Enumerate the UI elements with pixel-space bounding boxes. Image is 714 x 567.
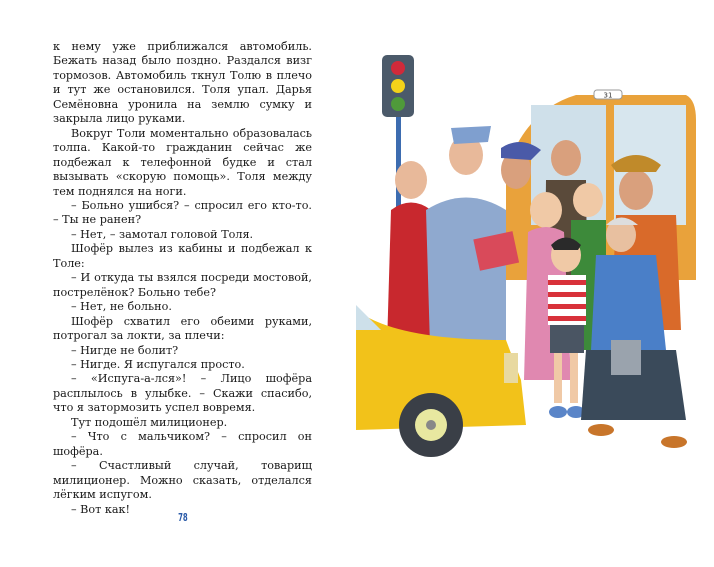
story-text [53, 40, 312, 517]
paragraph: – Нигде не болит? [71, 343, 179, 357]
paragraph: – Что с мальчиком? – спросил он шофёра. [53, 430, 312, 458]
paragraph: Вокруг Толи моментально образовалась толпа. Какой-то гражданин сейчас же подбежал к телефонной будке и стал вызывать «скорую помощь». Толя между тем поднялся на ноги. [53, 126, 312, 198]
paragraph: – И откуда ты взялся посреди мостовой, пострелёнок? Больно тебе? [53, 271, 312, 299]
paragraph: Тут подошёл милиционер. [71, 415, 228, 429]
paragraph: Шофёр схватил его обеими руками, потрогал за локти, за плечи: [53, 314, 312, 343]
paragraph: – «Испуга-а-лся»! – Лицо шофёра расплылось в улыбке. – Скажи спасибо, что я затормозить успел вовремя. [53, 372, 312, 415]
paragraph: – Нет, не больно. [71, 300, 172, 314]
paragraph: – Счастливый случай, товарищ милиционер. Можно сказать, отделался лёгким испугом. [53, 459, 312, 502]
street-accident-illustration [356, 50, 696, 460]
paragraph: – Больно ушибся? – спросил его кто-то. – Ты не ранен? [53, 198, 312, 227]
paragraph: – Нет, – замотал головой Толя. [71, 227, 254, 241]
paragraph: – Вот как! [71, 502, 131, 516]
page-number: 78 [178, 511, 188, 524]
svg-text:31: 31 [603, 91, 613, 100]
paragraph: – Нигде. Я испугался просто. [71, 357, 245, 371]
paragraph: Шофёр вылез из кабины и подбежал к Толе: [53, 242, 312, 270]
paragraph: к нему уже приближался автомобиль. Бежать назад было поздно. Раздался визг тормозов. Автомобиль ткнул Толю в плечо и тут же остановился. Толя упал. Дарья Семёновна уронила на землю сумку и закрыла лицо руками. [53, 40, 312, 126]
